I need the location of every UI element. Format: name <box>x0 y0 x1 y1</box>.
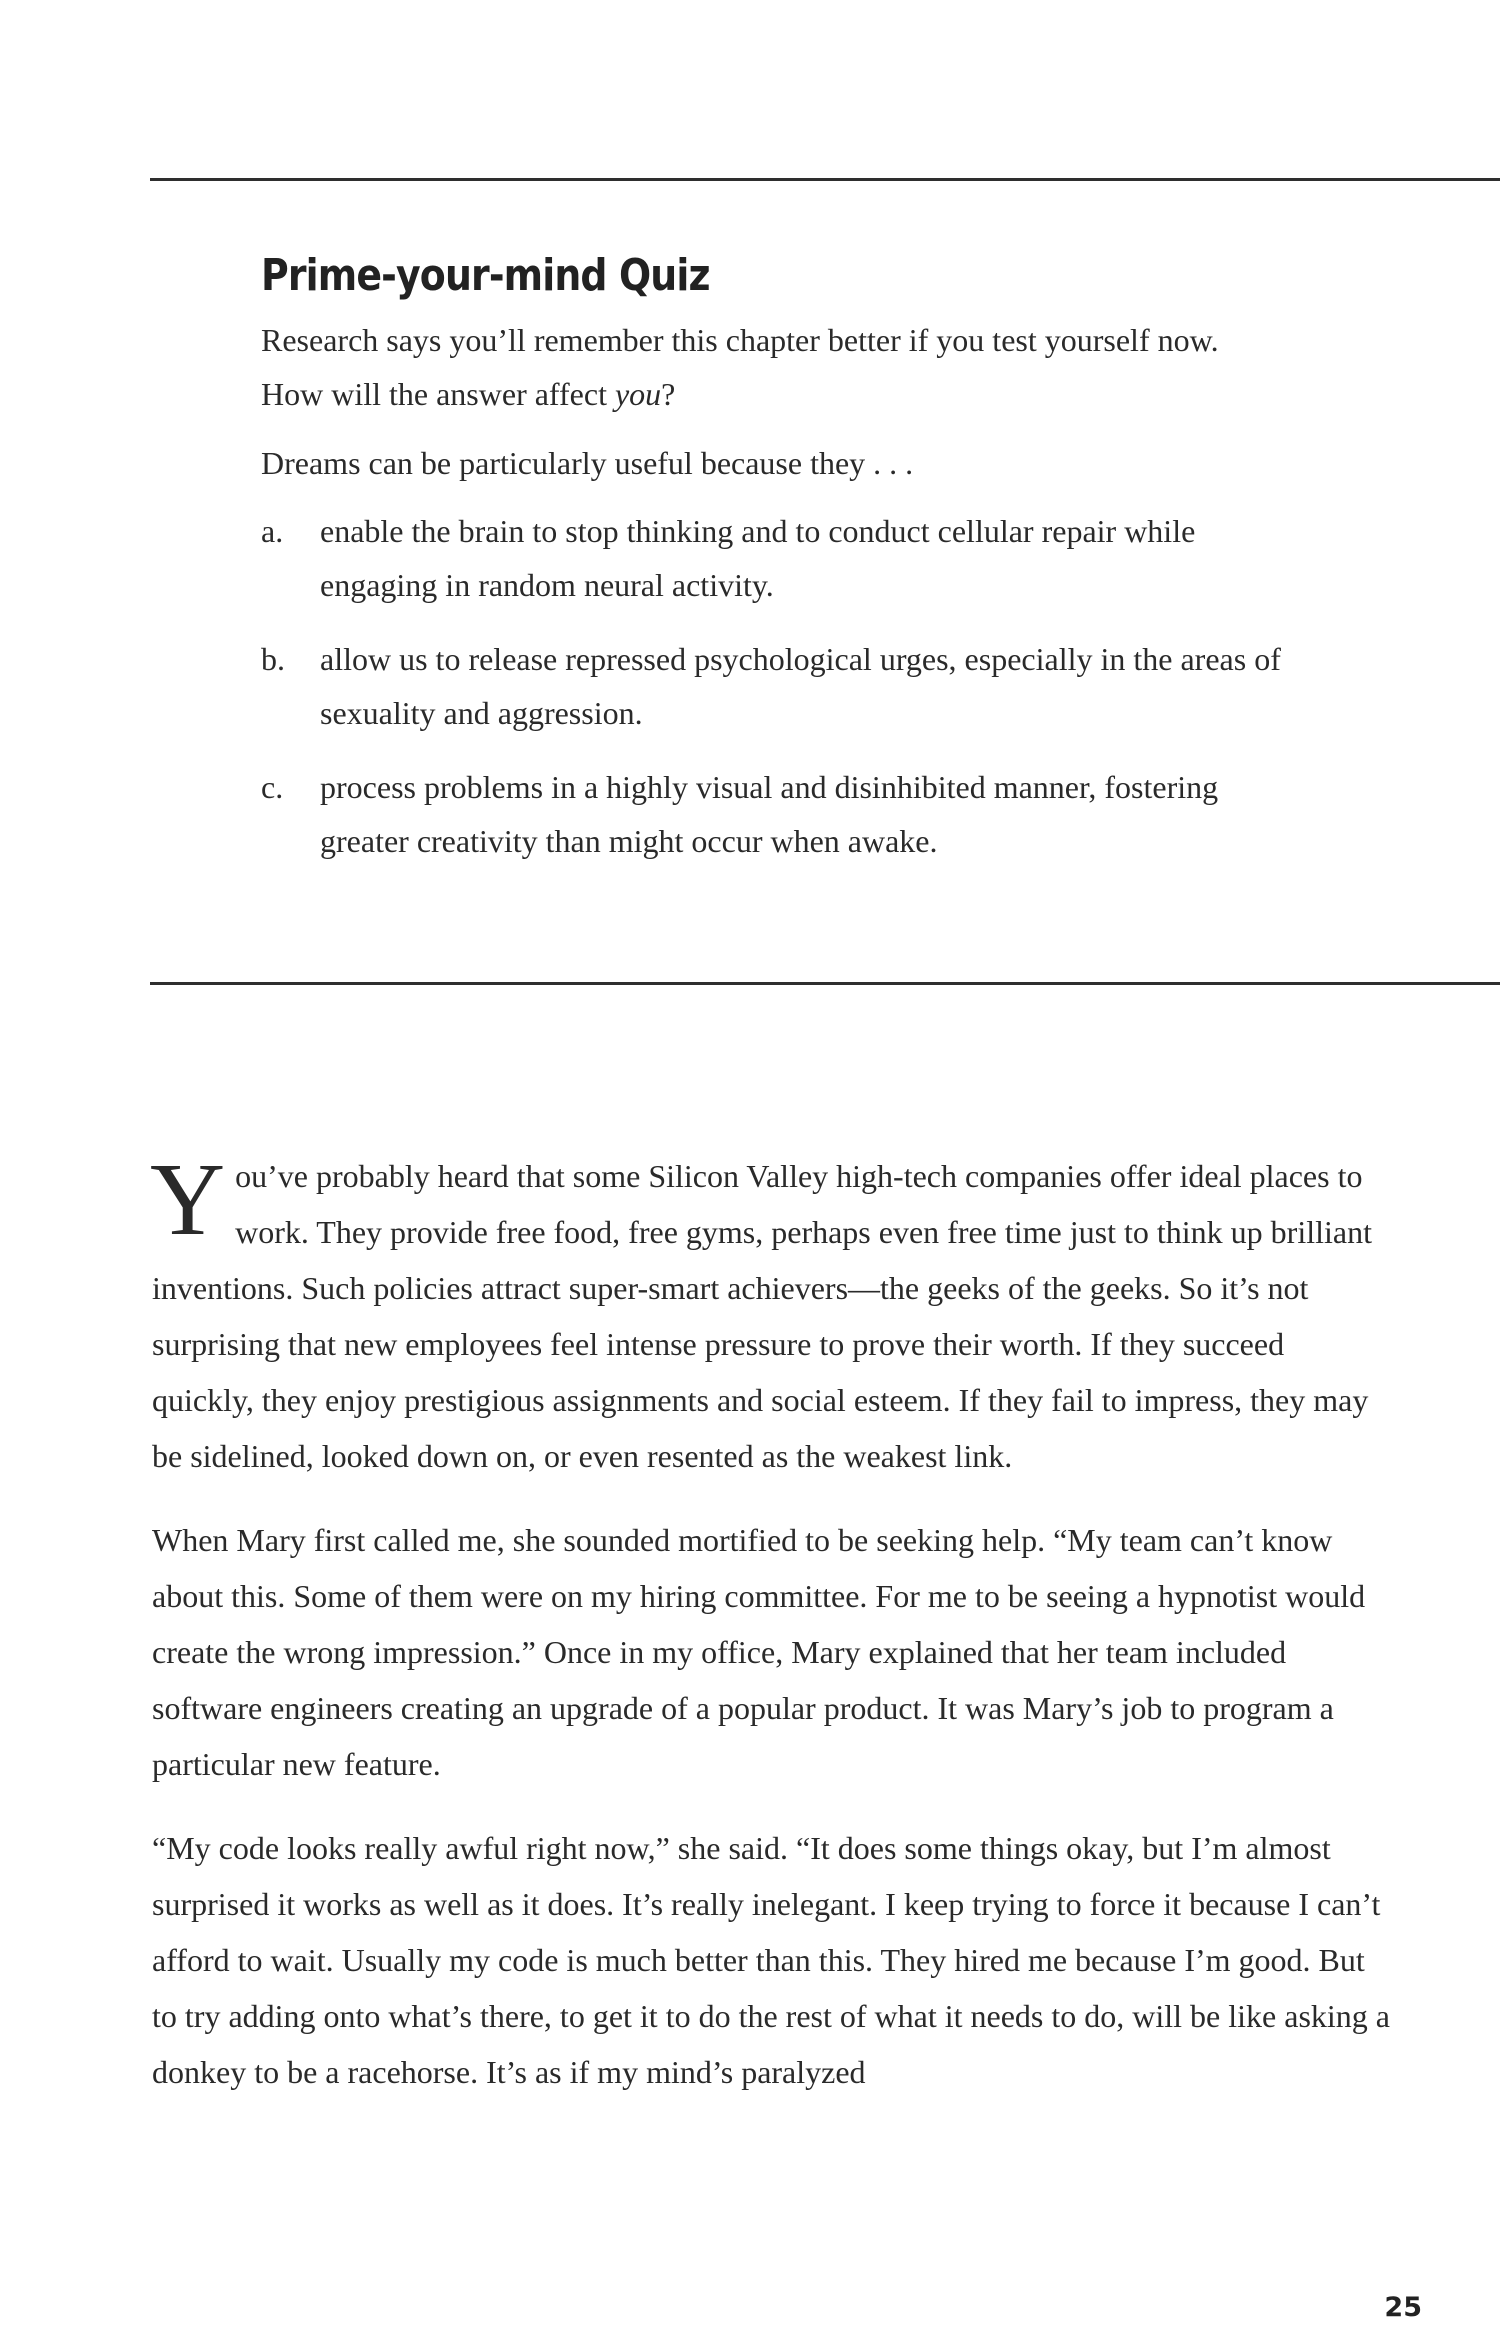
quiz-intro-end: ? <box>661 376 676 412</box>
body-paragraph-2: When Mary first called me, she sounded mortified to be seeking help. “My team can’t know about this. Some of them were on my hiring committee. For me to be seeing a hypnotist would create the wrong impression.” Once in my office, Mary explained that her team included software engineers creating an upgrade of a popular product. It was Mary’s job to program a particular new feature. <box>152 1522 1366 1782</box>
quiz-option-c <box>261 760 1321 868</box>
option-letter: b. <box>261 641 285 677</box>
drop-cap: Y <box>150 1142 226 1257</box>
quiz-option-b <box>261 632 1321 740</box>
quiz-option-a <box>261 504 1321 612</box>
quiz-title: Prime-your-mind Quiz <box>261 250 710 301</box>
option-text: process problems in a highly visual and disinhibited manner, fostering greater creativity than might occur when awake. <box>320 769 1219 859</box>
body-paragraph-1 <box>150 1142 1392 1484</box>
quiz-intro <box>261 313 1261 421</box>
chapter-body <box>150 1142 1392 2128</box>
option-letter: a. <box>261 513 284 549</box>
quiz-intro-text: Research says you’ll remember this chapter better if you test yourself now. How will the answer affect <box>261 322 1219 412</box>
quiz-intro-emphasis: you <box>614 376 662 412</box>
option-text: allow us to release repressed psychological urges, especially in the areas of sexuality and aggression. <box>320 641 1281 731</box>
page-number: 25 <box>1384 2292 1422 2323</box>
bottom-divider <box>150 982 1500 985</box>
quiz-question: Dreams can be particularly useful because they . . . <box>261 445 914 481</box>
top-divider <box>150 178 1500 181</box>
paragraph-1-text: ou’ve probably heard that some Silicon Valley high-tech companies offer ideal places to work. They provide free food, free gyms, perhaps even free time just to think up brilliant inventions. Such policies attract super-smart achievers—the geeks of the geeks. So it’s not surprising that new employees feel intense pressure to prove their worth. If they succeed quickly, they enjoy prestigious assignments and social esteem. If they fail to impress, they may be sidelined, looked down on, or even resented as the weakest link. <box>152 1158 1372 1474</box>
option-text: enable the brain to stop thinking and to conduct cellular repair while engaging in random neural activity. <box>320 513 1196 603</box>
option-letter: c. <box>261 769 284 805</box>
quiz-options <box>261 504 1321 868</box>
quiz-box <box>261 250 1321 888</box>
body-paragraph-3: “My code looks really awful right now,” she said. “It does some things okay, but I’m almost surprised it works as well as it does. It’s really inelegant. I keep trying to force it because I can’t afford to wait. Usually my code is much better than this. They hired me because I’m good. But to try adding onto what’s there, to get it to do the rest of what it needs to do, will be like asking a donkey to be a racehorse. It’s as if my mind’s paralyzed <box>152 1830 1390 2090</box>
